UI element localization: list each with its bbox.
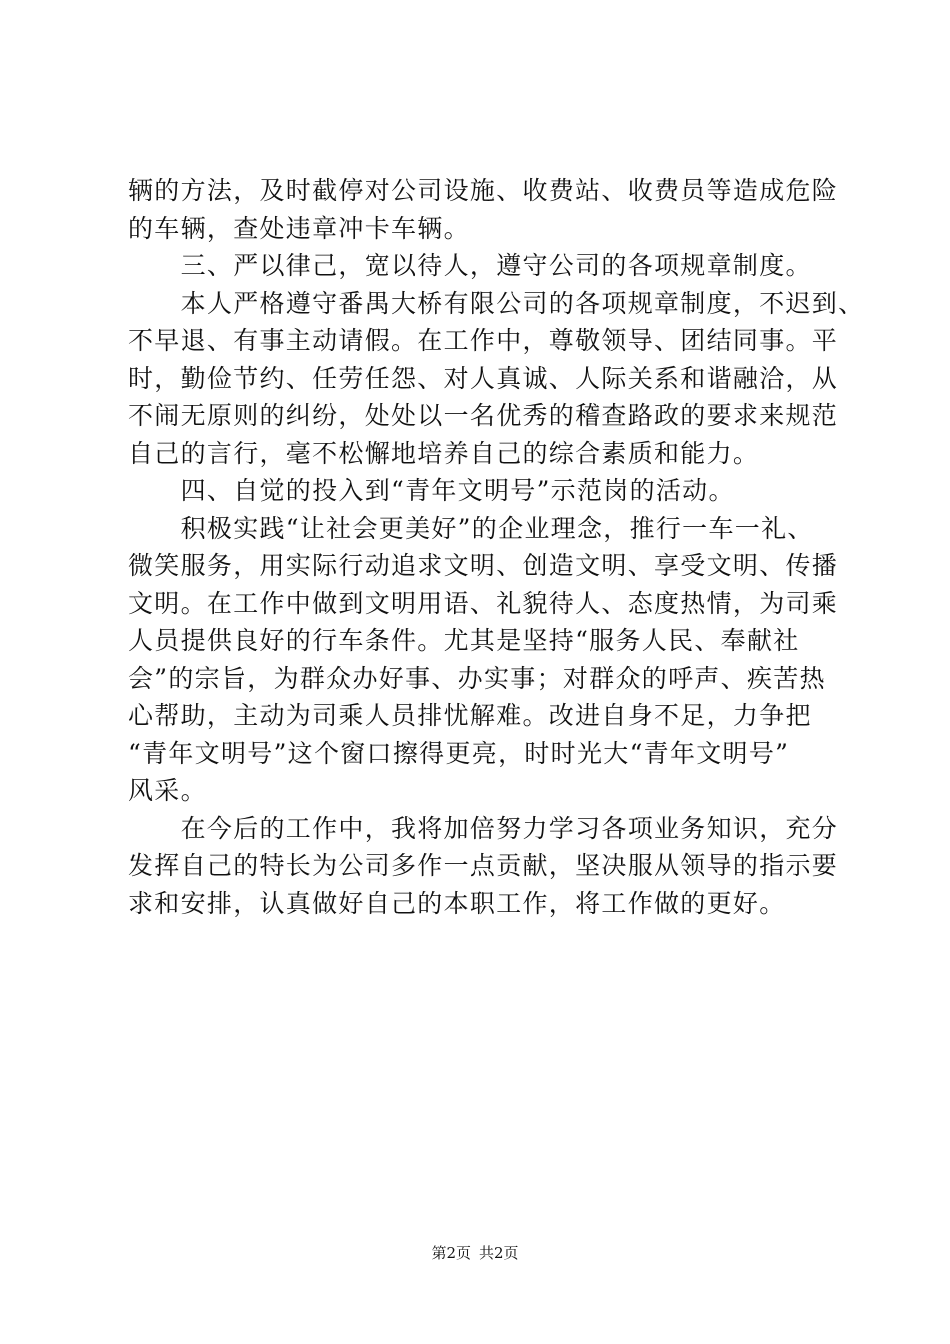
page-footer	[0, 1243, 950, 1263]
text-line: 发挥自己的特长为公司多作一点贡献，坚决服从领导的指示要	[128, 851, 839, 880]
text-line: 辆的方法，及时截停对公司设施、收费站、收费员等造成危险	[128, 176, 839, 205]
page-number: 第2页	[431, 1244, 471, 1262]
text-line: 积极实践“让社会更美好”的企业理念，推行一车一礼、	[128, 513, 814, 543]
text-line: 会”的宗旨，为群众办好事、办实事；对群众的呼声、疾苦热	[128, 663, 826, 693]
text-line: 微笑服务，用实际行动追求文明、创造文明、享受文明、传播	[128, 551, 839, 580]
text-line: 心帮助，主动为司乘人员排忧解难。改进自身不足，力争把	[128, 701, 812, 730]
text-line: 的车辆，查处违章冲卡车辆。	[128, 213, 470, 243]
text-line: 不闹无原则的纠纷，处处以一名优秀的稽查路政的要求来规范	[128, 401, 839, 430]
section-heading-three: 三、严以律己，宽以待人，遵守公司的各项规章制度。	[128, 251, 812, 280]
text-line: 自己的言行，毫不松懈地培养自己的综合素质和能力。	[128, 438, 760, 468]
section-heading-four: 四、自觉的投入到“青年文明号”示范岗的活动。	[128, 476, 735, 505]
text-line: 不早退、有事主动请假。在工作中，尊敬领导、团结同事。平	[128, 326, 839, 355]
text-line: 本人严格遵守番禺大桥有限公司的各项规章制度，不迟到、	[128, 288, 865, 318]
text-line: 人员提供良好的行车条件。尤其是坚持“服务人民、奉献社	[128, 626, 800, 655]
text-line: 在今后的工作中，我将加倍努力学习各项业务知识，充分	[128, 813, 839, 843]
text-line: 时，勤俭节约、任劳任怨、对人真诚、人际关系和谐融洽，从	[128, 363, 839, 393]
document-body	[128, 172, 865, 922]
text-line: 求和安排，认真做好自己的本职工作，将工作做的更好。	[128, 888, 786, 918]
page-total: 共2页	[479, 1244, 519, 1262]
text-line: 文明。在工作中做到文明用语、礼貌待人、态度热情，为司乘	[128, 588, 839, 618]
text-line: 风采。	[128, 776, 207, 805]
text-line: “青年文明号”这个窗口擦得更亮，时时光大“青年文明号”	[128, 738, 790, 768]
